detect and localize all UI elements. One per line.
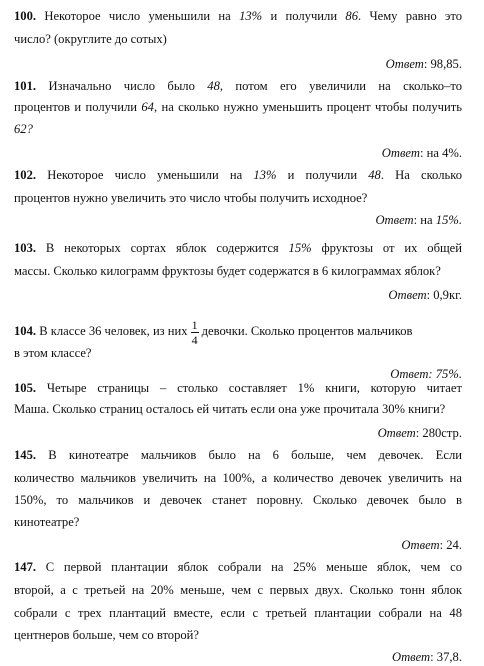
text-run: и получили	[262, 9, 346, 23]
text-run: Ответ	[391, 650, 431, 664]
text-run: девочки. Сколько процентов мальчиков	[201, 324, 413, 338]
text-run: : на	[413, 213, 436, 227]
text-run: : 0,9кг.	[426, 288, 462, 302]
problem-105-line-2	[14, 401, 462, 417]
text-run: кинотеатре?	[14, 515, 80, 529]
problem-145-answer	[14, 537, 462, 553]
problem-145-line-4	[14, 514, 462, 530]
text-run: в этом классе?	[14, 346, 92, 360]
text-run: Некоторое число уменьшили на	[44, 9, 240, 23]
text-run: Ответ	[375, 213, 414, 227]
text-run: Ответ	[385, 57, 424, 71]
text-run: : 24.	[439, 538, 462, 552]
text-run: центнеров больше, чем со второй?	[14, 628, 200, 642]
problem-147-answer	[14, 649, 462, 665]
text-run: В некоторых сортах яблок содержится	[45, 241, 289, 255]
text-run: второй, а с третьей на 20% меньше, чем с первых двух. Сколько тонн яблок	[14, 583, 462, 597]
problem-102-answer	[14, 212, 462, 228]
text-run: фруктозы от их общей	[311, 241, 462, 255]
text-run: и получили	[276, 168, 369, 182]
text-run: 48	[368, 168, 381, 182]
text-run: , потом его увеличили на сколько–то	[219, 79, 463, 93]
problem-147-line-3	[14, 605, 462, 621]
text-run: массы. Сколько килограмм фруктозы будет содержатся в 6 килограммах яблок?	[14, 264, 441, 278]
text-run: 100.	[14, 9, 37, 23]
problem-147-line-2	[14, 582, 462, 598]
text-run: В классе 36 человек, из них	[39, 324, 188, 338]
text-run: 15%	[288, 241, 312, 255]
text-run: 64	[141, 100, 154, 114]
problem-145-line-3	[14, 492, 462, 508]
text-run: Ответ	[381, 146, 420, 160]
problem-103-line-2	[14, 263, 462, 279]
text-run: Некоторое число уменьшили на	[47, 168, 254, 182]
text-run: : на 4%.	[419, 146, 462, 160]
text-run: 150%, то мальчиков и девочек станет поровну. Сколько девочек было в	[14, 493, 462, 507]
problem-102-line-1	[14, 167, 462, 183]
problem-100-line-2	[14, 31, 462, 47]
text-run: : 280стр.	[415, 426, 462, 440]
text-run: 13%	[253, 168, 277, 182]
text-run: Изначально число было	[48, 79, 208, 93]
text-run: число? (округлите до сотых)	[14, 32, 167, 46]
text-run: 48	[207, 79, 220, 93]
problem-145-line-2	[14, 470, 462, 486]
text-run: Ответ	[390, 367, 429, 381]
text-run: 86	[345, 9, 358, 23]
text-run: 4	[191, 332, 198, 347]
text-run: Маша. Сколько страниц осталось ей читать если она уже прочитала 30% книги?	[14, 402, 446, 416]
problem-102-line-2	[14, 190, 462, 206]
text-run: Ответ	[377, 426, 416, 440]
problem-100-line-1	[14, 8, 462, 24]
text-run: процентов и получили	[14, 100, 142, 114]
text-run: 15%.	[435, 213, 462, 227]
text-run: процентов нужно увеличить это число чтобы получить исходное?	[14, 191, 368, 205]
text-run: 105.	[14, 381, 37, 395]
text-run: Ответ	[401, 538, 440, 552]
text-run: 102.	[14, 168, 37, 182]
text-run: 103.	[14, 241, 37, 255]
text-run: 147.	[14, 560, 37, 574]
fraction-one-quarter	[191, 319, 199, 346]
text-run: 145.	[14, 448, 37, 462]
problem-101-line-3	[14, 121, 462, 137]
text-run: : 98,85.	[423, 57, 462, 71]
text-run: : 37,8.	[430, 650, 462, 664]
text-run: . Чему равно это	[357, 9, 463, 23]
problem-104-line-2	[14, 345, 462, 361]
text-run: собрали с трех плантаций вместе, если с третьей плантации собрали на 48	[14, 606, 462, 620]
text-run: Ответ	[388, 288, 427, 302]
text-run: . На сколько	[380, 168, 462, 182]
text-run: С первой плантации яблок собрали на 25% меньше яблок, чем со	[45, 560, 462, 574]
text-run: 1	[191, 317, 198, 332]
problem-105-line-1	[14, 380, 462, 396]
text-run: количество мальчиков увеличить на 100%, а количество девочек увеличить на	[14, 471, 462, 485]
problem-101-line-1	[14, 78, 462, 94]
problem-100-answer	[14, 56, 462, 72]
text-run: 101.	[14, 79, 37, 93]
problem-103-line-1	[14, 240, 462, 256]
text-run: , на сколько нужно уменьшить процент чтобы получить	[153, 100, 462, 114]
problem-145-line-1	[14, 447, 462, 463]
problem-103-answer	[14, 287, 462, 303]
text-run: : 75%.	[428, 367, 462, 381]
text-run: 13%	[239, 9, 263, 23]
text-run: 104.	[14, 324, 37, 338]
problem-101-answer	[14, 145, 462, 161]
text-run: Четыре страницы – столько составляет 1% книги, которую читает	[46, 381, 462, 395]
problem-147-line-4	[14, 627, 462, 643]
text-run: 62?	[14, 122, 33, 136]
problem-104-line-1	[14, 316, 462, 346]
problem-147-line-1	[14, 559, 462, 575]
problem-105-answer	[14, 425, 462, 441]
problem-101-line-2	[14, 99, 462, 115]
text-run: В кинотеатре мальчиков было на 6 больше, чем девочек. Если	[48, 448, 462, 462]
